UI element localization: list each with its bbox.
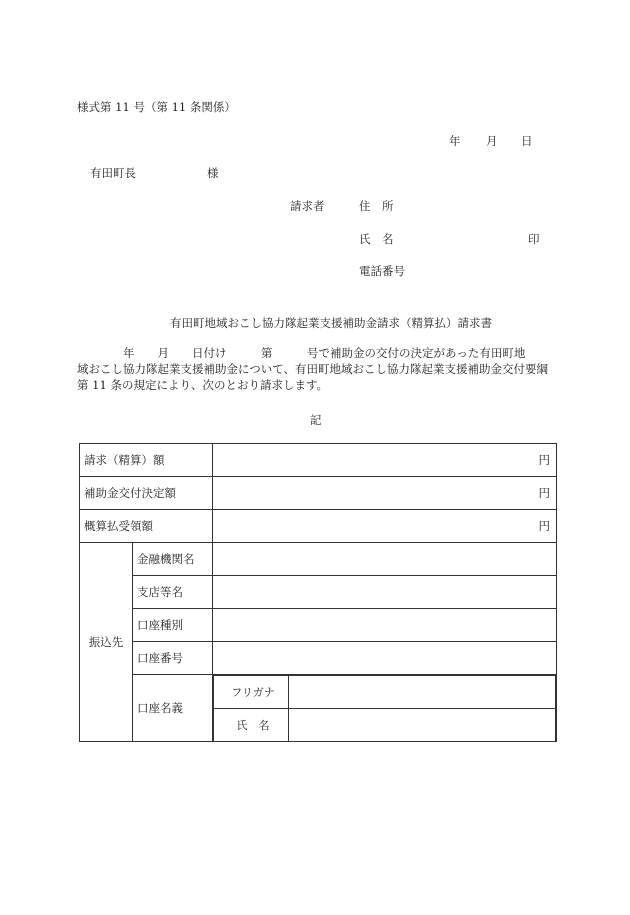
claim-table xyxy=(79,443,557,742)
row-label: 金融機関名 xyxy=(133,543,213,576)
account-type-field[interactable] xyxy=(213,609,557,642)
document-title: 有田町地域おこし協力隊起業支援補助金請求（精算払）請求書 xyxy=(170,316,492,330)
row-label: 口座名義 xyxy=(133,675,213,742)
body-paragraph xyxy=(77,345,562,393)
decision-amount-field[interactable] xyxy=(213,477,557,510)
account-holder-subtable xyxy=(213,675,556,741)
table-row xyxy=(80,510,557,543)
holder-name-label: 氏 名 xyxy=(214,709,289,742)
row-label: 口座種別 xyxy=(133,609,213,642)
advance-amount-field[interactable] xyxy=(213,510,557,543)
row-label: 請求（精算）額 xyxy=(80,444,213,477)
yen-unit: 円 xyxy=(538,453,550,467)
claim-amount-field[interactable] xyxy=(213,444,557,477)
addressee-honorific: 様 xyxy=(207,166,219,180)
address-label: 住 所 xyxy=(359,199,394,213)
date-day: 日 xyxy=(521,134,533,148)
yen-unit: 円 xyxy=(538,486,550,500)
table-row xyxy=(80,675,557,742)
row-label: 口座番号 xyxy=(133,642,213,675)
table-row xyxy=(80,444,557,477)
table-row xyxy=(80,642,557,675)
seal-mark: 印 xyxy=(528,232,540,246)
claimant-label: 請求者 xyxy=(290,199,325,213)
bank-name-field[interactable] xyxy=(213,543,557,576)
body-line-2: 域おこし協力隊起業支援補助金について、有田町地域おこし協力隊起業支援補助金交付要綱 xyxy=(77,362,549,376)
table-row xyxy=(80,609,557,642)
body-line-1: 年 月 日付け 第 号で補助金の交付の決定があった有田町地 xyxy=(77,346,526,360)
holder-name-field[interactable] xyxy=(289,709,556,742)
account-number-field[interactable] xyxy=(213,642,557,675)
yen-unit: 円 xyxy=(538,519,550,533)
table-row xyxy=(80,477,557,510)
addressee-name: 有田町長 xyxy=(90,166,136,180)
date-month: 月 xyxy=(486,134,498,148)
body-line-3: 第 11 条の規定により、次のとおり請求します。 xyxy=(77,378,329,392)
table-row xyxy=(80,543,557,576)
ki-heading: 記 xyxy=(310,413,322,427)
row-label: 支店等名 xyxy=(133,576,213,609)
furigana-field[interactable] xyxy=(289,676,556,709)
table-row xyxy=(80,576,557,609)
name-label: 氏 名 xyxy=(359,232,394,246)
row-label: 概算払受領額 xyxy=(80,510,213,543)
phone-label: 電話番号 xyxy=(359,264,405,278)
branch-field[interactable] xyxy=(213,576,557,609)
account-holder-cell xyxy=(213,675,557,742)
form-number: 様式第 11 号（第 11 条関係） xyxy=(77,100,236,114)
furigana-label: フリガナ xyxy=(214,676,289,709)
bank-group-label: 振込先 xyxy=(80,543,133,742)
date-year: 年 xyxy=(449,134,461,148)
row-label: 補助金交付決定額 xyxy=(80,477,213,510)
